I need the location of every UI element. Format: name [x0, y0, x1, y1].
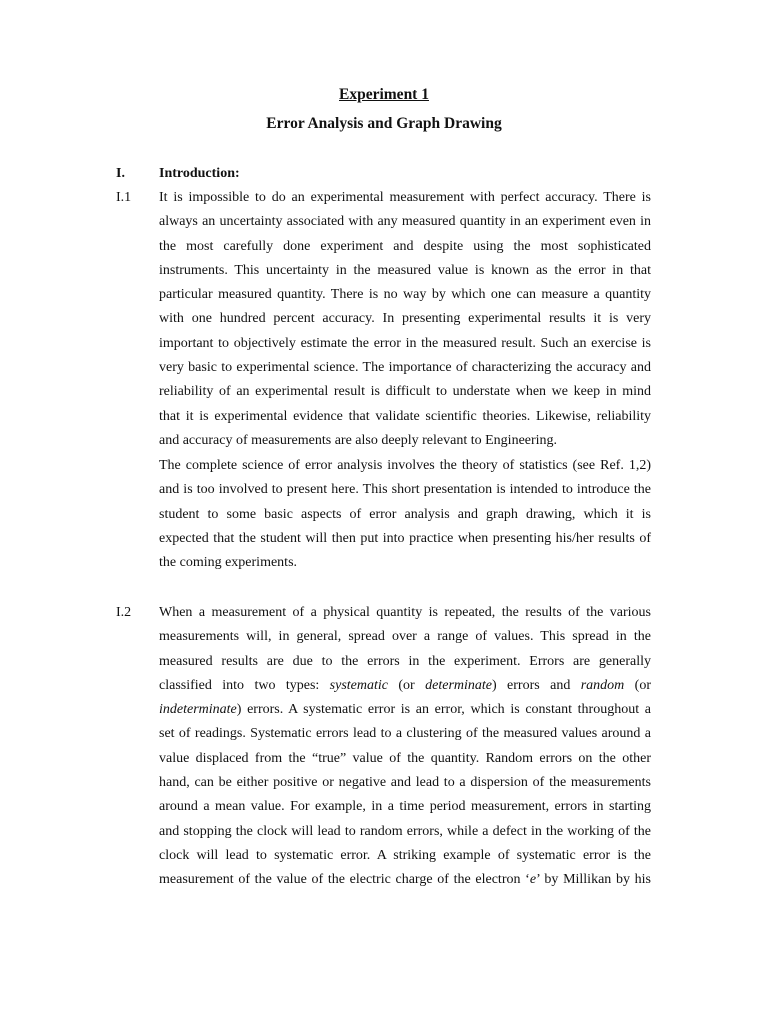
- text-line: expected that the student will then put into practice when presenting his/her results of: [159, 530, 651, 546]
- text-line: student to some basic aspects of error analysis and graph drawing, which it is: [159, 506, 651, 522]
- text-line: that it is experimental evidence that validate scientific theories. Likewise, reliability: [159, 408, 651, 424]
- document-subtitle: Error Analysis and Graph Drawing: [266, 115, 502, 132]
- text-line: very basic to experimental science. The importance of characterizing the accuracy and: [159, 360, 651, 376]
- text-line: indeterminate) errors. A systematic error is an error, which is constant throughout a: [159, 702, 651, 718]
- text-line: and is too involved to present here. This short presentation is intended to introduce the: [159, 482, 651, 498]
- text-line: measurements will, in general, spread over a range of values. This spread in the: [159, 629, 651, 645]
- paragraph-number-i1: I.1: [116, 190, 132, 205]
- text-line: set of readings. Systematic errors lead to a clustering of the measured values around a: [159, 726, 651, 742]
- text-line: classified into two types: systematic (or determinate) errors and random (or: [159, 677, 652, 693]
- text-line: When a measurement of a physical quantity is repeated, the results of the various: [159, 605, 651, 620]
- text-line: measurement of the value of the electric charge of the electron ‘e’ by Millikan by his: [159, 872, 652, 888]
- paragraph-i1-continued: [159, 454, 651, 575]
- text-line: always an uncertainty associated with any measured quantity in an experiment even in: [159, 214, 651, 230]
- text-line: The complete science of error analysis involves the theory of statistics (see Ref. 1,2): [159, 458, 651, 473]
- text-line: measured results are due to the errors in the experiment. Errors are generally: [159, 653, 651, 669]
- paragraph-i1: [159, 186, 651, 453]
- text-line: particular measured quantity. There is no way by which one can measure a quantity: [159, 287, 651, 303]
- text-line: hand, can be either positive or negative and lead to a dispersion of the measurements: [159, 775, 651, 791]
- text-line: important to objectively estimate the error in the measured result. Such an exercise is: [159, 335, 651, 351]
- paragraph-number-i2: I.2: [116, 605, 132, 620]
- paragraph-i2: [159, 601, 651, 893]
- text-line: clock will lead to systematic error. A striking example of systematic error is the: [159, 847, 651, 863]
- text-line: and accuracy of measurements are also deeply relevant to Engineering.: [159, 432, 558, 448]
- section-heading: Introduction:: [159, 166, 240, 181]
- document-title: Experiment 1: [339, 86, 429, 103]
- text-line: and stopping the clock will lead to random errors, while a defect in the working of the: [159, 823, 651, 839]
- text-line: It is impossible to do an experimental measurement with perfect accuracy. There is: [159, 190, 651, 205]
- text-line: the coming experiments.: [159, 555, 298, 571]
- text-line: around a mean value. For example, in a time period measurement, errors in starting: [159, 799, 651, 815]
- text-line: instruments. This uncertainty in the measured value is known as the error in that: [159, 262, 651, 278]
- text-line: reliability of an experimental result is difficult to understate when we keep in mind: [159, 384, 651, 400]
- text-line: value displaced from the “true” value of the quantity. Random errors on the other: [159, 750, 651, 766]
- text-line: with one hundred percent accuracy. In presenting experimental results it is very: [159, 311, 651, 327]
- section-number: I.: [116, 166, 125, 181]
- text-line: the most carefully done experiment and despite using the most sophisticated: [159, 238, 651, 254]
